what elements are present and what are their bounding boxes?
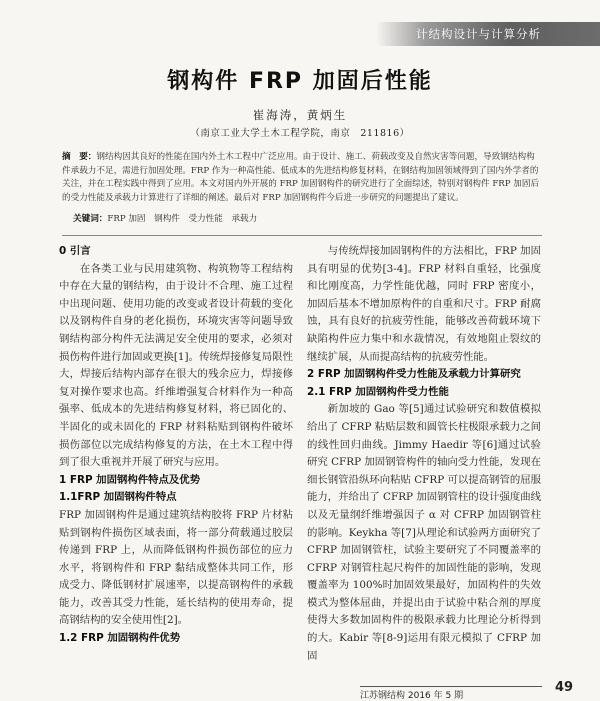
section-divider: [62, 235, 542, 236]
keywords-text: FRP 加固 钢构件 受力性能 承载力: [107, 214, 258, 224]
section-banner: [376, 22, 600, 46]
keywords-label: 关键词：: [73, 214, 108, 224]
section-heading: 0 引言: [59, 245, 91, 257]
body-paragraph: 在各类工业与民用建筑物、构筑物等工程结构中存在大量的钢结构，由于设计不合理、施工过程中出现问题、使用功能的改变或者设计荷载的变化以及钢构件自身的老化损伤，环境灾害等问题导致钢结构部分构件无法满足安全使用的要求，必须对损伤构件进行加固或更换[1]。传统焊接修复局限性大，焊接后结构内部存在很大的残余应力，焊接修复对操作要求也高。纤维增强复合材料作为一种高强率、低成本的先进结构修复材料，将已固化的、半固化的或未固化的 FRP 材料粘贴到钢构件破坏损伤部位以完成结构修复的方法，在土木工程中得到了很大重视并开展了研究与应用。: [59, 262, 293, 469]
subsection-heading: 2.1 FRP 加固钢构件受力性能: [307, 385, 449, 398]
journal-footer: 江苏钢结构 2016 年 5 期: [360, 686, 542, 698]
abstract-text: 钢结构因其良好的性能在国内外土木工程中广泛应用。由于设计、施工、荷载改变及自然灾害等问题，导致钢结构构件承载力不足，需进行加固处理。FRP 作为一种高性能、低成本的先进结构修复材料，在钢结构加固领域得到了国内外学者的关注，并在工程实践中得到了应用。本文对国内外开展的 FRP 加固钢构件的研究进行了全面综述，特别对钢构件 FRP 加固后的受力性能及承载力计算进行了详细的阐述。最后对 FRP 加固钢构件今后进一步研究的问题提出了建议。: [62, 152, 540, 203]
subsection-heading: 1.1FRP 加固钢构件特点: [59, 491, 177, 504]
page-number: 49: [555, 680, 574, 695]
body-paragraph: 新加坡的 Gao 等[5]通过试验研究和数值模拟给出了 CFRP 粘贴层数和圆管长柱极限承载力之间的线性回归曲线。Jimmy Haedir 等[6]通过试验研究 CFRP 加固钢管构件的轴向受力性能，发现在细长钢管沿纵环向粘贴 CFRP 可以提高钢管的屈服能力，并给出了 CFRP 加固钢管柱的设计强度曲线以及无量纲纤维增强因子 α 对 CFRP 加固钢管柱的影响。Keykha 等[7]从理论和试验两方面研究了 CFRP 加固钢管柱，试验主要研究了不同覆盖率的 CFRP 对钢管柱起尺构件的加固性能的影响，发现覆盖率为 100%时加固效果最好，加固构件的失效模式为整体屈曲，并提出由于试验中粘合剂的厚度使得大多数加固构件的极限承载力比理论分析得到的大。Kabir 等[8-9]运用有限元模拟了 CFRP 加固: [307, 403, 542, 662]
subsection-heading: 1.2 FRP 加固钢构件优势: [59, 632, 181, 645]
article-title: 钢构件 FRP 加固后性能: [167, 69, 433, 94]
keywords: [73, 213, 543, 226]
article-authors: 崔海涛，黄炳生: [252, 108, 348, 122]
section-heading: 1 FRP 加固钢构件特点及优势: [59, 473, 201, 486]
body-paragraph: FRP 加固钢构件是通过建筑结构胶将 FRP 片材粘贴到钢构件损伤区域表面，将一部分荷载通过胶层传递到 FRP 上，从而降低钢构件损伤部位的应力水平，将钢构件和 FRP 黏结成整体共同工作，形成受力、降低钢材扩展速率，以提高钢构件的承载能力，改善其受力性能，延长结构的使用寿命，提高钢结构的安全使用性[2]。: [59, 508, 293, 627]
left-column: [59, 243, 293, 648]
section-heading: 2 FRP 加固钢构件受力性能及承载力计算研究: [307, 368, 521, 381]
abstract-label: 摘 要：: [62, 152, 97, 162]
body-paragraph: 与传统焊接加固钢构件的方法相比，FRP 加固具有明显的优势[3-4]。FRP 材料自重轻，比强度和比刚度高，力学性能优越，同时 FRP 密度小，加固后基本不增加原构件的自重和尺寸。FRP 耐腐蚀，具有良好的抗疲劳性能，能够改善荷载环境下缺陷构件应力集中和水裁情况，有效地阻止裂纹的继续扩展，从而提高结构的抗疲劳性能。: [307, 245, 541, 363]
section-label: 计结构设计与计算分析: [416, 27, 541, 41]
right-column: [307, 243, 541, 665]
author-affiliation: （南京工业大学土木工程学院，南京 211816）: [190, 128, 410, 139]
abstract: [62, 151, 542, 205]
